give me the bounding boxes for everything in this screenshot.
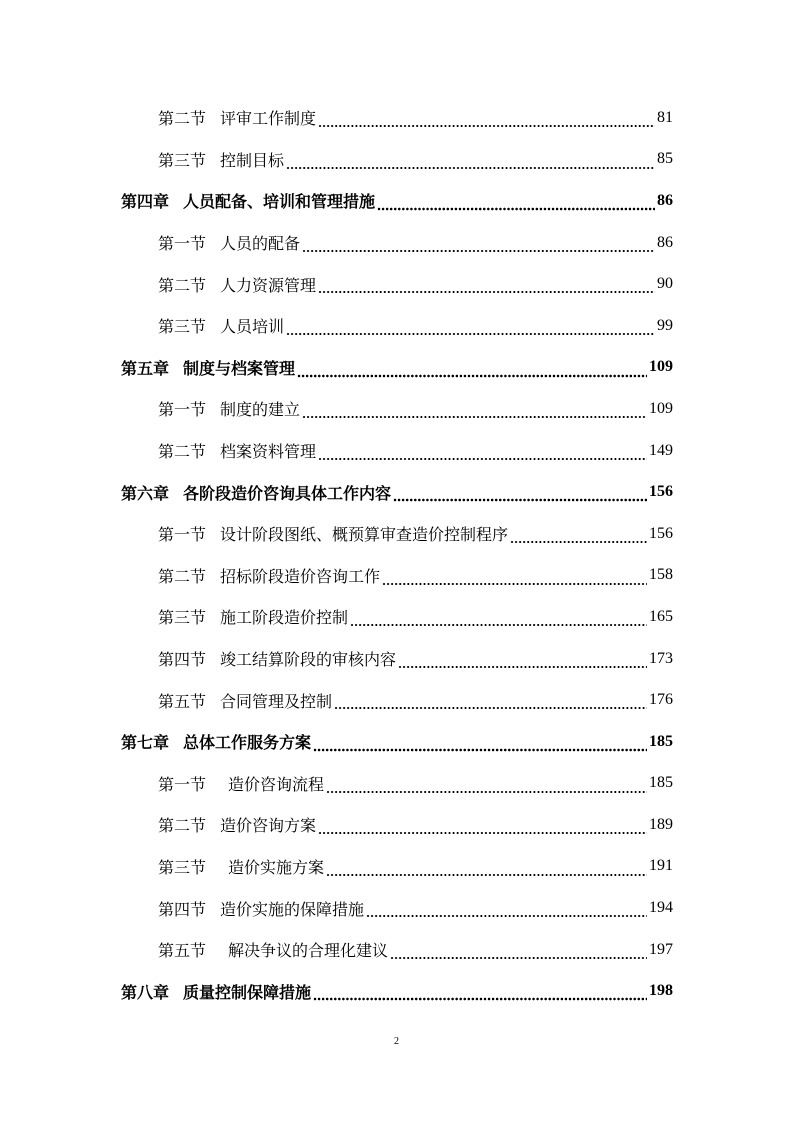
toc-entry-title: 控制目标 xyxy=(220,150,285,170)
toc-entry-title: 造价实施的保障措施 xyxy=(220,899,365,919)
toc-entry-page: 194 xyxy=(649,899,673,917)
toc-section-entry[interactable] xyxy=(0,139,673,181)
toc-dot-leader xyxy=(377,180,655,222)
toc-dot-leader xyxy=(286,139,655,181)
toc-dot-leader xyxy=(398,638,647,680)
toc-entry-number: 第八章 xyxy=(121,982,170,1002)
toc-section-entry[interactable] xyxy=(0,555,673,597)
toc-dot-leader xyxy=(286,305,655,347)
toc-entry-page: 165 xyxy=(649,607,673,625)
toc-entry-title: 人力资源管理 xyxy=(220,275,317,295)
toc-section-entry[interactable] xyxy=(0,513,673,555)
toc-entry-page: 185 xyxy=(649,774,673,792)
toc-entry-page: 176 xyxy=(649,691,673,709)
toc-entry-title: 人员培训 xyxy=(220,317,285,337)
toc-dot-leader xyxy=(334,679,647,721)
toc-entry-title: 各阶段造价咨询具体工作内容 xyxy=(183,483,392,503)
toc-section-entry[interactable] xyxy=(0,430,673,472)
toc-entry-number: 第三节 xyxy=(158,608,207,628)
toc-dot-leader xyxy=(297,347,647,389)
toc-entry-number: 第六章 xyxy=(121,483,170,503)
toc-dot-leader xyxy=(510,513,647,555)
toc-section-entry[interactable] xyxy=(0,763,673,805)
toc-dot-leader xyxy=(318,97,655,139)
toc-entry-title: 制度的建立 xyxy=(220,400,301,420)
toc-entry-number: 第三节 xyxy=(158,150,207,170)
toc-entry-page: 156 xyxy=(649,524,673,542)
toc-entry-number: 第二节 xyxy=(158,442,207,462)
toc-section-entry[interactable] xyxy=(0,846,673,888)
toc-chapter-entry[interactable] xyxy=(0,471,673,513)
page-number: 2 xyxy=(394,1036,399,1047)
toc-entry-title: 总体工作服务方案 xyxy=(183,733,312,753)
toc-entry-number: 第五章 xyxy=(121,358,170,378)
toc-entry-page: 189 xyxy=(649,815,673,833)
toc-entry-title: 人员配备、培训和管理措施 xyxy=(183,192,376,212)
toc-entry-title: 人员的配备 xyxy=(220,234,301,254)
toc-chapter-entry[interactable] xyxy=(0,180,673,222)
toc-entry-title: 造价实施方案 xyxy=(228,857,325,877)
toc-section-entry[interactable] xyxy=(0,638,673,680)
toc-dot-leader xyxy=(326,763,647,805)
toc-entry-number: 第三节 xyxy=(158,857,207,877)
toc-section-entry[interactable] xyxy=(0,305,673,347)
toc-dot-leader xyxy=(313,721,647,763)
toc-entry-page: 191 xyxy=(649,857,673,875)
toc-entry-page: 90 xyxy=(657,275,673,293)
toc-entry-page: 109 xyxy=(649,358,673,376)
toc-entry-page: 173 xyxy=(649,649,673,667)
toc-dot-leader xyxy=(393,471,647,513)
toc-entry-title: 制度与档案管理 xyxy=(183,358,296,378)
toc-entry-number: 第五节 xyxy=(158,941,207,961)
table-of-contents xyxy=(0,97,793,1012)
toc-entry-page: 86 xyxy=(657,191,673,209)
toc-chapter-entry[interactable] xyxy=(0,970,673,1012)
toc-entry-number: 第一节 xyxy=(158,525,207,545)
toc-entry-number: 第一节 xyxy=(158,774,207,794)
toc-entry-title: 质量控制保障措施 xyxy=(183,982,312,1002)
toc-entry-number: 第七章 xyxy=(121,733,170,753)
toc-entry-number: 第二节 xyxy=(158,816,207,836)
toc-entry-number: 第二节 xyxy=(158,275,207,295)
toc-entry-page: 197 xyxy=(649,940,673,958)
toc-entry-title: 设计阶段图纸、概预算审查造价控制程序 xyxy=(220,525,509,545)
toc-entry-number: 第一节 xyxy=(158,234,207,254)
toc-dot-leader xyxy=(318,430,647,472)
toc-entry-title: 解决争议的合理化建议 xyxy=(228,941,389,961)
toc-entry-title: 合同管理及控制 xyxy=(220,691,333,711)
toc-chapter-entry[interactable] xyxy=(0,347,673,389)
toc-entry-page: 156 xyxy=(649,483,673,501)
toc-dot-leader xyxy=(318,263,655,305)
toc-entry-number: 第二节 xyxy=(158,109,207,129)
toc-section-entry[interactable] xyxy=(0,804,673,846)
toc-dot-leader xyxy=(318,804,647,846)
toc-dot-leader xyxy=(326,846,647,888)
toc-section-entry[interactable] xyxy=(0,263,673,305)
toc-section-entry[interactable] xyxy=(0,887,673,929)
toc-entry-title: 评审工作制度 xyxy=(220,109,317,129)
toc-dot-leader xyxy=(302,222,655,264)
toc-entry-number: 第四节 xyxy=(158,899,207,919)
toc-entry-number: 第二节 xyxy=(158,566,207,586)
toc-section-entry[interactable] xyxy=(0,222,673,264)
toc-entry-number: 第一节 xyxy=(158,400,207,420)
toc-entry-number: 第五节 xyxy=(158,691,207,711)
toc-entry-page: 81 xyxy=(657,108,673,126)
toc-section-entry[interactable] xyxy=(0,929,673,971)
toc-entry-page: 99 xyxy=(657,316,673,334)
toc-dot-leader xyxy=(382,555,647,597)
toc-section-entry[interactable] xyxy=(0,388,673,430)
toc-entry-title: 招标阶段造价咨询工作 xyxy=(220,566,381,586)
toc-entry-number: 第四章 xyxy=(121,192,170,212)
toc-entry-title: 施工阶段造价控制 xyxy=(220,608,349,628)
toc-entry-page: 185 xyxy=(649,732,673,750)
toc-entry-title: 造价咨询流程 xyxy=(228,774,325,794)
toc-dot-leader xyxy=(390,929,647,971)
toc-entry-page: 86 xyxy=(657,233,673,251)
toc-entry-number: 第三节 xyxy=(158,317,207,337)
toc-dot-leader xyxy=(313,970,647,1012)
toc-dot-leader xyxy=(302,388,647,430)
toc-entry-number: 第四节 xyxy=(158,650,207,670)
toc-entry-title: 档案资料管理 xyxy=(220,442,317,462)
toc-entry-page: 109 xyxy=(649,399,673,417)
toc-entry-page: 85 xyxy=(657,150,673,168)
toc-section-entry[interactable] xyxy=(0,679,673,721)
toc-entry-page: 198 xyxy=(649,982,673,1000)
toc-entry-title: 竣工结算阶段的审核内容 xyxy=(220,650,397,670)
toc-dot-leader xyxy=(366,887,647,929)
toc-entry-page: 158 xyxy=(649,566,673,584)
toc-section-entry[interactable] xyxy=(0,596,673,638)
toc-dot-leader xyxy=(350,596,647,638)
toc-entry-title: 造价咨询方案 xyxy=(220,816,317,836)
toc-chapter-entry[interactable] xyxy=(0,721,673,763)
toc-section-entry[interactable] xyxy=(0,97,673,139)
toc-entry-page: 149 xyxy=(649,441,673,459)
